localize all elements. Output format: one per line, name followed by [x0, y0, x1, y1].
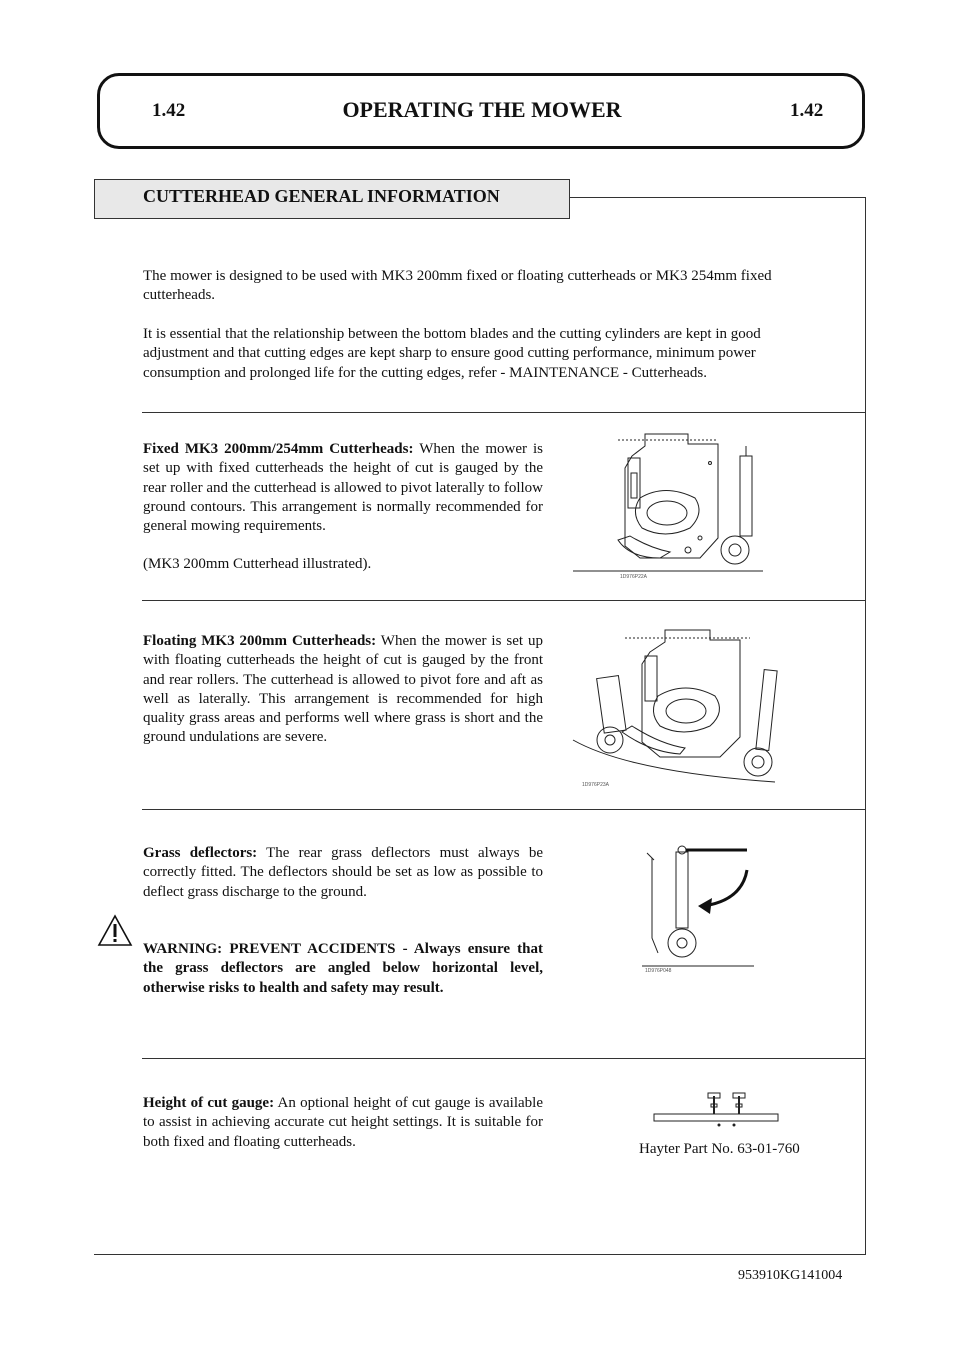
deflectors-warning: WARNING: PREVENT ACCIDENTS - Always ensure that the grass deflectors are angled below horizontal level, otherwise risks to health and safety may result.: [143, 941, 543, 996]
fixed-heading: Fixed MK3 200mm/254mm Cutterheads:: [143, 441, 414, 457]
section-number-right: 1.42: [790, 100, 824, 121]
divider: [142, 600, 866, 601]
gauge-heading: Height of cut gauge:: [143, 1095, 275, 1111]
fixed-body: When the mower is set up with fixed cutterheads the height of cut is gauged by the rear roller and the cutterhead is allowed to pivot laterally to follow ground contours. This arrangement is normally recommended for general mowing requirements.: [143, 441, 543, 535]
deflectors-heading: Grass deflectors:: [143, 845, 258, 861]
fixed-cutterheads-text: [143, 440, 543, 536]
frame-right-line: [865, 197, 866, 1255]
grass-deflector-diagram: [642, 838, 760, 973]
section-title: CUTTERHEAD GENERAL INFORMATION: [94, 179, 570, 219]
divider: [142, 1058, 866, 1059]
divider: [142, 412, 866, 413]
height-of-cut-gauge-diagram: [650, 1090, 785, 1130]
floating-heading: Floating MK3 200mm Cutterheads:: [143, 633, 377, 649]
gauge-body: An optional height of cut gauge is available to assist in achieving accurate cut height settings. It is suitable for both fixed and floating cutterheads.: [143, 1095, 543, 1150]
gauge-part-number: Hayter Part No. 63-01-760: [639, 1141, 800, 1157]
section-number-left: 1.42: [152, 100, 186, 121]
intro-paragraph-2: It is essential that the relationship between the bottom blades and the cutting cylinders are kept in good adjustment and that cutting edges are kept sharp to ensure good cutting performance, minimum power consumption and prolonged life for the cutting edges, refer - MAINTENANCE - Cutterheads.: [143, 326, 761, 381]
intro-paragraph-1: The mower is designed to be used with MK3 200mm fixed or floating cutterheads or MK3 254mm fixed cutterheads.: [143, 268, 772, 304]
floating-body: When the mower is set up with floating cutterheads the height of cut is gauged by the front and rear rollers. The cutterhead is allowed to pivot fore and aft as well as laterally. This arrangement is recommended for high quality grass areas and performs well where grass is short and the ground undulations are severe.: [143, 633, 543, 746]
frame-top-line: [570, 197, 866, 198]
fixed-cutterhead-diagram: [570, 428, 770, 588]
frame-bottom-line: [94, 1254, 866, 1255]
page-title: OPERATING THE MOWER: [342, 97, 622, 122]
floating-figure-code: 1D976P23A: [582, 782, 609, 788]
floating-cutterheads-text: [143, 632, 543, 748]
divider: [142, 809, 866, 810]
warning-triangle-icon: [97, 913, 133, 949]
gauge-text: [143, 1094, 543, 1152]
deflector-figure-code: 1D976P048: [645, 968, 672, 974]
deflectors-text: [143, 844, 543, 902]
floating-cutterhead-diagram: [570, 622, 785, 787]
document-code: 953910KG141004: [738, 1268, 843, 1283]
fixed-note: (MK3 200mm Cutterhead illustrated).: [143, 556, 372, 572]
deflectors-body: The rear grass deflectors must always be correctly fitted. The deflectors should be set as low as possible to deflect grass discharge to the ground.: [143, 845, 543, 900]
fixed-figure-code: 1D976P22A: [620, 574, 647, 580]
